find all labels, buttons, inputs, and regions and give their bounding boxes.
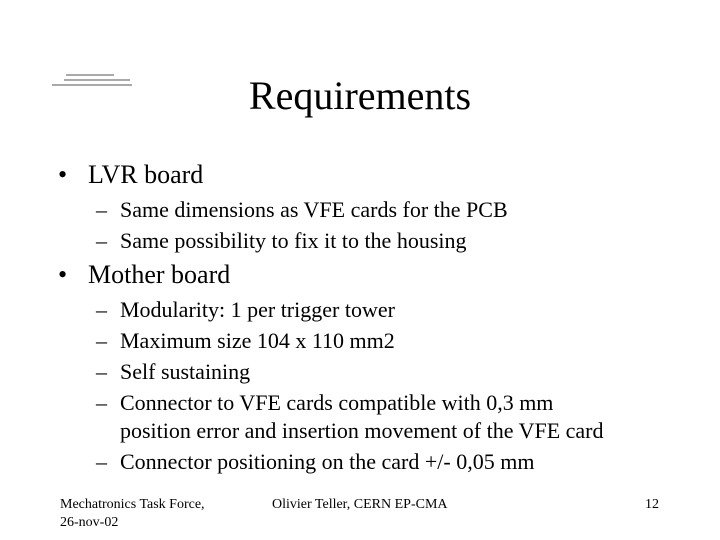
footer-date: 26-nov-02 <box>60 515 119 530</box>
subitem: – Modularity: 1 per trigger tower <box>96 297 395 322</box>
subitem: – Same possibility to fix it to the housing <box>96 228 467 253</box>
bullet-lvr-board <box>58 160 203 190</box>
page-number: 12 <box>645 497 659 512</box>
subitem: – Same dimensions as VFE cards for the PCB <box>96 197 508 222</box>
footer-event: Mechatronics Task Force, <box>60 497 205 512</box>
subitem: – Connector positioning on the card +/- 0,05 mm <box>96 449 535 474</box>
subitem: – Self sustaining <box>96 359 251 384</box>
slide-title: Requirements <box>248 73 472 118</box>
footer-left <box>60 496 205 532</box>
bullet-dot: • <box>58 160 68 189</box>
bullet-mother-board <box>58 260 230 290</box>
bullet-label: LVR board <box>88 160 204 189</box>
subitem: – Connector to VFE cards compatible with 0,3 mm <box>96 390 554 415</box>
footer-author: Olivier Teller, CERN EP-CMA <box>272 497 448 512</box>
subitem: – Maximum size 104 x 110 mm2 <box>96 328 395 353</box>
bullet-label: Mother board <box>88 260 231 289</box>
subitem-continuation: position error and insertion movement of the VFE card <box>120 418 604 443</box>
bullet-dot: • <box>58 260 68 289</box>
